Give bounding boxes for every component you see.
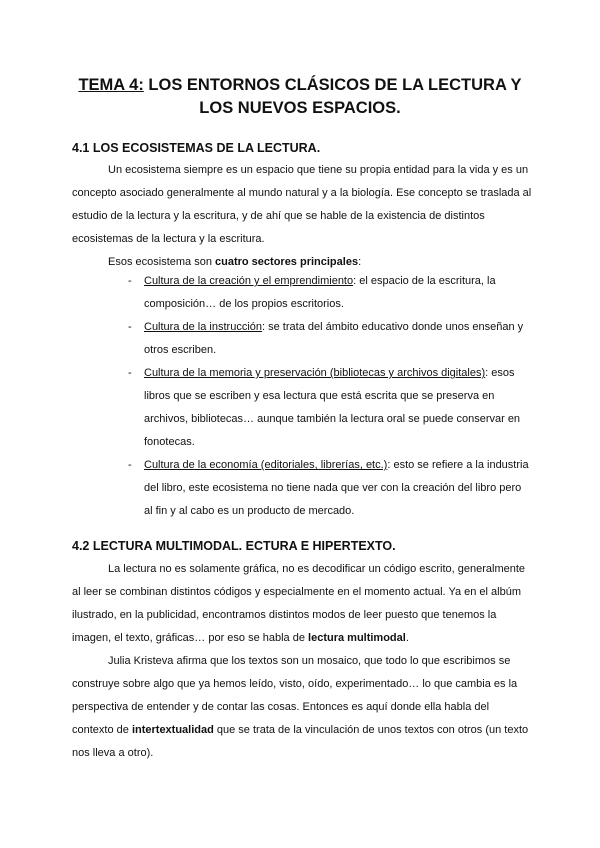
- section-1-heading: 4.1 LOS ECOSISTEMAS DE LA LECTURA.: [72, 141, 321, 155]
- section-2-heading: 4.2 LECTURA MULTIMODAL. ECTURA E HIPERTEXTO.: [72, 539, 396, 553]
- section-2-paragraph-2: Julia Kristeva afirma que los textos son un mosaico, que todo lo que escribimos se construye sobre algo que ya hemos leído, visto, oído, experimentado… lo que cambia es la perspectiva de entender y de contar las cosas. Entonces es aquí donde ella habla del contexto de intertextualidad que se trata de la vinculación de unos textos con otros (un texto nos lleva a otro).: [72, 655, 529, 759]
- list-item: - Cultura de la economía (editoriales, librerías, etc.): esto se refiere a la industria del libro, este ecosistema no tiene nada que ver con la creación del libro pero al fin y al cabo es un producto de mercado.: [128, 459, 529, 517]
- ecosystem-list: [72, 270, 532, 523]
- section-1-paragraph-1: Un ecosistema siempre es un espacio que tiene su propia entidad para la vida y es un concepto asociado generalmente al mundo natural y a la biología. Ese concepto se traslada al estudio de la lectura y la escritura, y de ahí que se hable de la existencia de distintos ecosistemas de la lectura y la escritura.: [72, 164, 532, 245]
- section-1-paragraph-2: Esos ecosistema son cuatro sectores principales:: [108, 256, 362, 268]
- list-item: - Cultura de la instrucción: se trata del ámbito educativo donde unos enseñan y otros escriben.: [128, 321, 524, 356]
- list-item: - Cultura de la memoria y preservación (bibliotecas y archivos digitales): esos libros que se escriben y esa lectura que está escrita que se preserva en archivos, bibliotecas… aunque también la lectura oral se puede conservar en fonotecas.: [128, 367, 521, 448]
- section-2-paragraph-1: La lectura no es solamente gráfica, no es decodificar un código escrito, generalmente al leer se combinan distintos códigos y especialmente en el momento actual. Ya en el albúm ilustrado, en la publicidad, encontramos distintos modos de leer puesto que tenemos la imagen, el texto, gráficas… por eso se habla de lectura multimodal.: [72, 563, 526, 644]
- title-main: LOS ENTORNOS CLÁSICOS DE LA LECTURA Y LOS NUEVOS ESPACIOS.: [143, 76, 522, 117]
- list-item: - Cultura de la creación y el emprendimiento: el espacio de la escritura, la composición… de los propios escritorios.: [128, 275, 496, 310]
- title-prefix: TEMA 4:: [78, 76, 144, 94]
- page-title: [60, 74, 540, 120]
